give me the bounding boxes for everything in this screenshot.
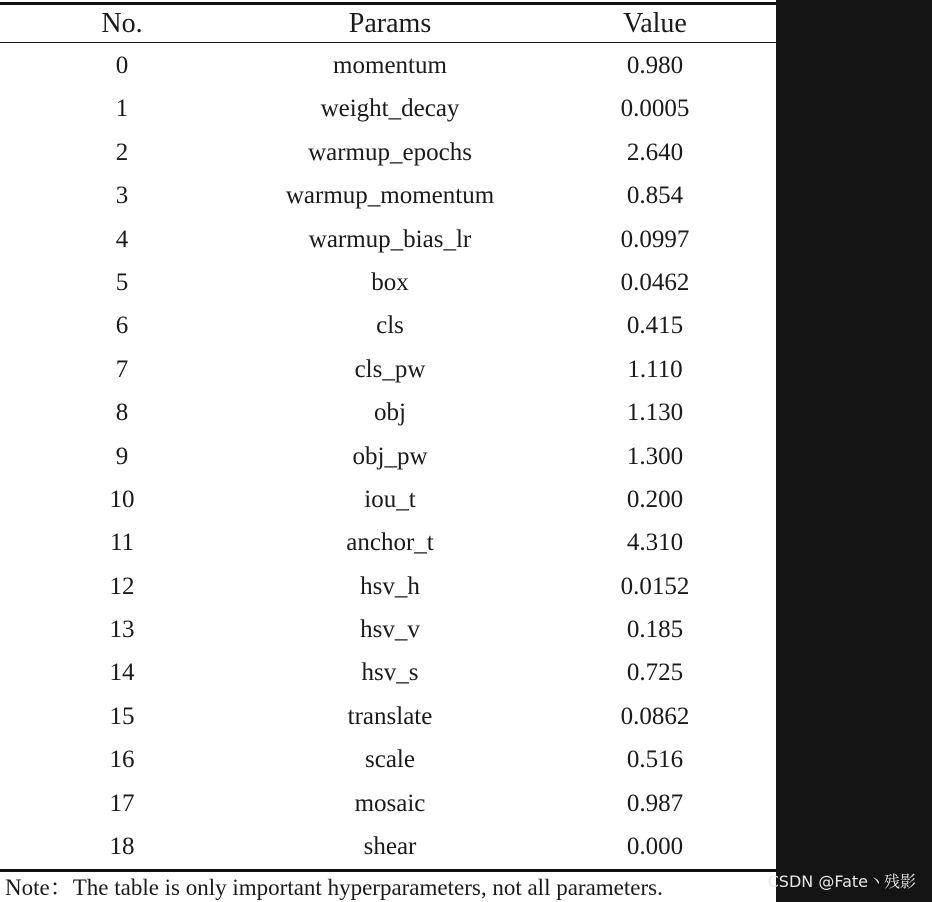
cell-no: 10	[109, 485, 135, 513]
cell-param: weight_decay	[320, 95, 460, 123]
dark-side-strip	[776, 0, 932, 902]
cell-value: 1.110	[627, 355, 683, 383]
table-row	[0, 739, 776, 782]
cell-value: 0.000	[626, 833, 684, 861]
table-row	[0, 696, 776, 739]
table-note: Note：The table is only important hyperparameters, not all parameters.	[5, 875, 663, 900]
cell-param: momentum	[333, 52, 447, 79]
cell-no: 17	[109, 789, 135, 817]
cell-value: 0.980	[626, 52, 684, 79]
cell-value: 0.0462	[620, 268, 690, 296]
table-row	[0, 175, 776, 218]
cell-param: hsv_s	[361, 659, 419, 687]
table-header-rule	[0, 42, 776, 43]
cell-no: 13	[109, 616, 135, 644]
cell-no: 4	[115, 225, 129, 253]
cell-param: cls_pw	[354, 355, 426, 383]
cell-param: hsv_v	[360, 616, 420, 644]
cell-value: 0.185	[626, 616, 684, 644]
cell-no: 3	[115, 182, 129, 210]
table-bottom-rule	[0, 869, 776, 872]
cell-value: 0.415	[626, 312, 684, 340]
cell-value: 0.516	[626, 746, 684, 774]
table-row	[0, 132, 776, 175]
table-row	[0, 392, 776, 435]
cell-no: 6	[115, 312, 129, 340]
cell-no: 12	[109, 572, 135, 600]
table-row	[0, 479, 776, 522]
cell-no: 9	[115, 442, 129, 470]
table-row	[0, 305, 776, 348]
table-row	[0, 45, 776, 88]
cell-no: 8	[115, 399, 129, 427]
cell-value: 1.300	[626, 442, 684, 470]
cell-param: warmup_momentum	[285, 182, 495, 210]
cell-value: 0.854	[626, 182, 684, 210]
header-params: Params	[348, 8, 432, 39]
cell-param: warmup_bias_lr	[308, 225, 472, 253]
table-row	[0, 262, 776, 305]
table-row	[0, 566, 776, 609]
cell-param: hsv_h	[360, 572, 420, 600]
cell-no: 18	[109, 833, 135, 861]
cell-param: scale	[365, 746, 415, 774]
cell-no: 14	[109, 659, 135, 687]
table-body	[0, 45, 776, 869]
cell-value: 0.200	[626, 485, 684, 513]
table-row	[0, 349, 776, 392]
table-row	[0, 652, 776, 695]
cell-no: 16	[109, 746, 135, 774]
cell-param: anchor_t	[346, 529, 434, 557]
table-header-row	[0, 4, 776, 42]
cell-param: mosaic	[354, 789, 426, 817]
cell-no: 2	[115, 138, 129, 166]
cell-param: warmup_epochs	[308, 138, 472, 166]
cell-no: 7	[115, 355, 129, 383]
cell-no: 1	[115, 95, 129, 123]
cell-value: 0.725	[626, 659, 684, 687]
table-row	[0, 436, 776, 479]
cell-param: iou_t	[364, 485, 416, 513]
table-row	[0, 88, 776, 131]
cell-no: 0	[115, 52, 129, 79]
table-row	[0, 522, 776, 565]
cell-value: 2.640	[626, 138, 684, 166]
table-row	[0, 219, 776, 262]
cell-value: 4.310	[626, 529, 684, 557]
cell-param: shear	[363, 833, 417, 861]
table-row	[0, 609, 776, 652]
watermark: CSDN @Fate丶残影	[767, 872, 916, 891]
cell-param: cls	[376, 312, 404, 340]
cell-value: 0.987	[626, 789, 684, 817]
header-value: Value	[623, 8, 687, 39]
cell-param: box	[371, 268, 409, 296]
cell-value: 0.0997	[620, 225, 690, 253]
cell-param: obj	[374, 399, 406, 427]
cell-param: obj_pw	[352, 442, 428, 470]
cell-no: 11	[109, 529, 135, 557]
cell-value: 0.0862	[620, 702, 690, 730]
cell-no: 15	[109, 702, 135, 730]
table-row	[0, 826, 776, 869]
cell-value: 0.0005	[620, 95, 690, 123]
header-no: No.	[101, 8, 143, 39]
cell-value: 0.0152	[620, 572, 690, 600]
table-row	[0, 783, 776, 826]
cell-value: 1.130	[626, 399, 684, 427]
cell-param: translate	[347, 702, 433, 730]
cell-no: 5	[115, 268, 129, 296]
